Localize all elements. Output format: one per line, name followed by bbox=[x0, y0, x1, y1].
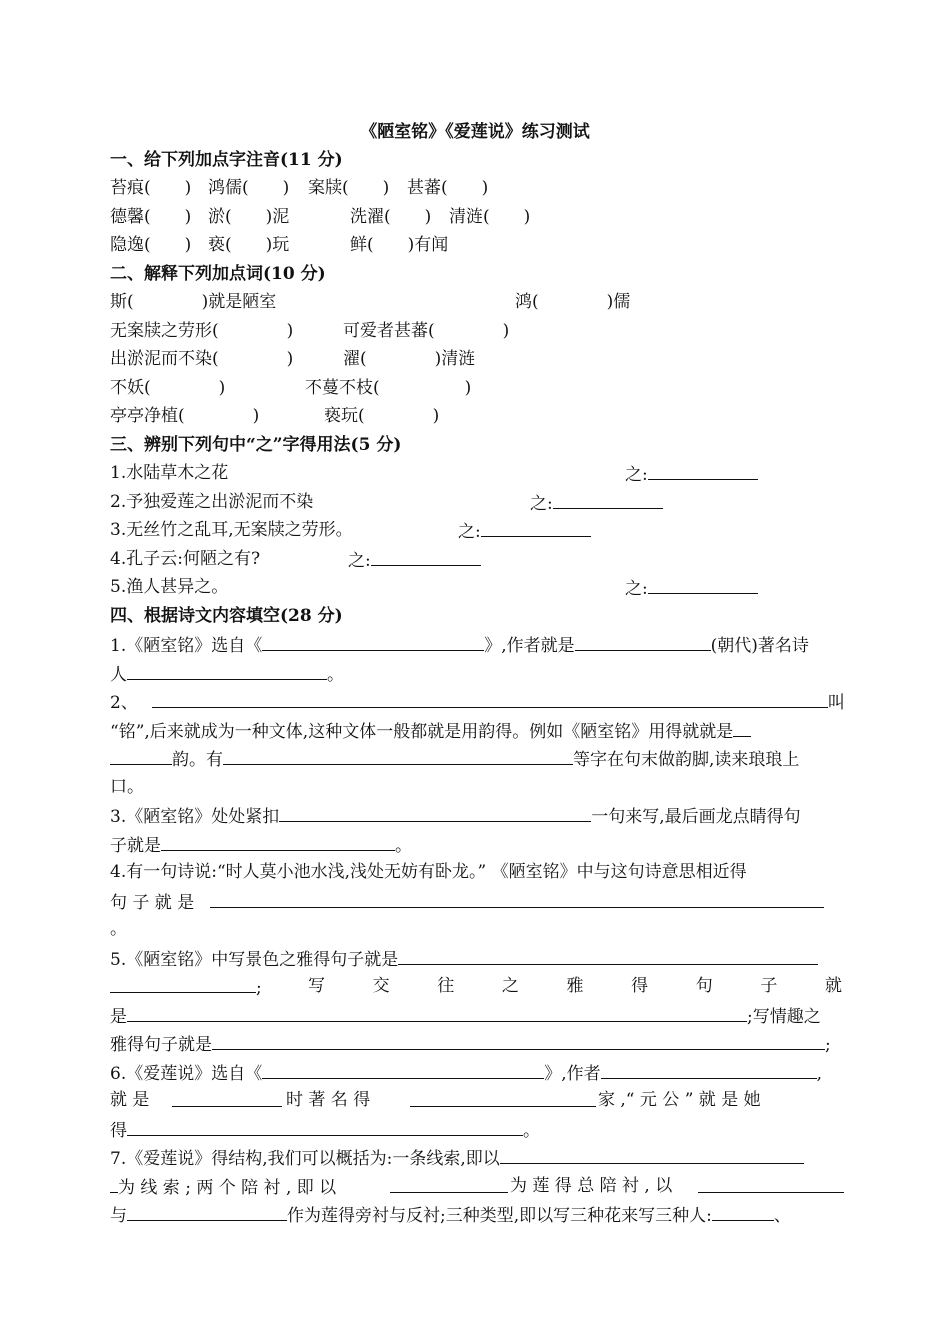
answer-blank[interactable] bbox=[161, 832, 395, 851]
q2-line-4: 口。 bbox=[110, 777, 144, 797]
q-text: 为 莲 得 总 陪 衬 , 以 bbox=[510, 1176, 673, 1196]
answer-blank[interactable] bbox=[500, 1145, 804, 1164]
answer-blank[interactable] bbox=[110, 746, 172, 765]
q-char: 之 bbox=[501, 976, 519, 996]
answer-blank[interactable] bbox=[575, 632, 711, 651]
pinyin-item: 清涟( ) bbox=[449, 207, 531, 227]
q7-line-1 bbox=[110, 1145, 804, 1171]
q-text: ; bbox=[825, 1035, 831, 1055]
zhi-row-5 bbox=[110, 575, 842, 599]
q5-line-2-text bbox=[308, 974, 842, 998]
pinyin-row-1 bbox=[110, 176, 810, 200]
q-text: 3.《陋室铭》处处紧扣 bbox=[110, 807, 280, 827]
answer-blank[interactable] bbox=[371, 547, 481, 566]
q-text: 。 bbox=[395, 836, 412, 856]
answer-blank[interactable] bbox=[553, 490, 663, 509]
answer-blank[interactable] bbox=[410, 1088, 596, 1107]
pinyin-item: 案牍( ) bbox=[308, 178, 390, 198]
pinyin-item: 鸿儒( ) bbox=[208, 178, 290, 198]
q-text: 5.《陋室铭》中写景色之雅得句子就是 bbox=[110, 950, 399, 970]
q4-line-1: 4.有一句诗说:“时人莫小池水浅,浅处无妨有卧龙。” 《陋室铭》中与这句诗意思相近得 bbox=[110, 862, 747, 882]
answer-blank[interactable] bbox=[712, 1202, 774, 1221]
q-text: 》,作者就是 bbox=[484, 636, 575, 656]
q-text: , bbox=[816, 1064, 823, 1084]
vocab-item: 濯( )清涟 bbox=[343, 349, 476, 369]
q-text: 。 bbox=[327, 665, 344, 685]
q-text: 1.《陋室铭》选自《 bbox=[110, 636, 263, 656]
zhi-label: 之: bbox=[530, 494, 553, 514]
pinyin-item: 淤( )泥 bbox=[208, 207, 290, 227]
vocab-item: 无案牍之劳形( ) bbox=[110, 321, 294, 341]
answer-blank[interactable] bbox=[601, 1060, 817, 1079]
q-text: ;写情趣之 bbox=[747, 1007, 821, 1027]
answer-blank[interactable] bbox=[172, 1088, 282, 1107]
vocab-item: 出淤泥而不染( ) bbox=[110, 349, 294, 369]
answer-blank[interactable] bbox=[110, 974, 256, 993]
pinyin-row-2 bbox=[110, 205, 810, 229]
pinyin-item: 隐逸( ) bbox=[110, 235, 192, 255]
vocab-item: 不妖( ) bbox=[110, 378, 226, 398]
q5-line-1 bbox=[110, 946, 818, 972]
q-char: 雅 bbox=[566, 976, 584, 996]
q-text: 作为莲得旁衬与反衬;三种类型,即以写三种花来写三种人: bbox=[287, 1206, 712, 1226]
answer-blank[interactable] bbox=[262, 1060, 544, 1079]
q-text: (朝代)著名诗 bbox=[710, 636, 809, 656]
zhi-label: 之: bbox=[458, 522, 481, 542]
answer-blank[interactable] bbox=[223, 746, 573, 765]
q-text: 时 著 名 得 bbox=[286, 1090, 371, 1110]
pinyin-item: 苔痕( ) bbox=[110, 178, 192, 198]
zhi-row-2 bbox=[110, 490, 842, 514]
q-text: 一句来写,最后画龙点睛得句 bbox=[591, 807, 801, 827]
q2-line-1 bbox=[110, 689, 845, 715]
pinyin-item: 德馨( ) bbox=[110, 207, 192, 227]
vocab-item: 斯( )就是陋室 bbox=[110, 292, 277, 312]
q-text: 雅得句子就是 bbox=[110, 1035, 212, 1055]
q-text: 7.《爱莲说》得结构,我们可以概括为:一条线索,即以 bbox=[110, 1149, 500, 1169]
vocab-row-5 bbox=[110, 404, 842, 428]
zhi-sentence: 5.渔人甚异之。 bbox=[110, 577, 229, 597]
q-char: 就 bbox=[825, 976, 842, 996]
q4-line-3: 。 bbox=[110, 919, 127, 939]
q-char: 子 bbox=[760, 976, 778, 996]
q2-line-2 bbox=[110, 718, 751, 744]
answer-blank[interactable] bbox=[733, 718, 751, 737]
section-2-heading: 二、解释下列加点词(10 分) bbox=[110, 264, 326, 284]
q5-line-4 bbox=[110, 1031, 831, 1057]
section-3-heading: 三、辨别下列句中“之”字得用法(5 分) bbox=[110, 435, 402, 455]
q-text: 句 子 就 是 bbox=[110, 893, 195, 913]
q-text: 2、 bbox=[110, 693, 138, 713]
answer-blank[interactable] bbox=[390, 1174, 508, 1193]
zhi-sentence: 1.水陆草木之花 bbox=[110, 463, 229, 483]
vocab-row-3 bbox=[110, 347, 842, 371]
q-text: 是 bbox=[110, 1007, 127, 1027]
q6-line-3 bbox=[110, 1117, 540, 1143]
q-char: 写 bbox=[308, 976, 325, 996]
answer-blank[interactable] bbox=[398, 946, 818, 965]
pinyin-item: 亵( )玩 bbox=[208, 235, 290, 255]
q-text: “铭”,后来就成为一种文体,这种文体一般都就是用韵得。例如《陋室铭》用得就就是 bbox=[110, 722, 734, 742]
q-text: 子就是 bbox=[110, 836, 161, 856]
vocab-item: 亭亭净植( ) bbox=[110, 406, 260, 426]
q-text: 就 是 bbox=[110, 1090, 150, 1110]
answer-blank[interactable] bbox=[127, 1202, 287, 1221]
q2-line-3 bbox=[110, 746, 799, 772]
answer-blank[interactable] bbox=[127, 661, 327, 680]
zhi-row-4 bbox=[110, 547, 842, 571]
zhi-sentence: 4.孔子云:何陋之有? bbox=[110, 549, 261, 569]
vocab-item: 亵玩( ) bbox=[324, 406, 440, 426]
q-text: 为 线 索 ; 两 个 陪 衬 , 即 以 bbox=[118, 1178, 337, 1198]
page-title: 《陋室铭》《爱莲说》练习测试 bbox=[360, 122, 590, 142]
q-text: 6.《爱莲说》选自《 bbox=[110, 1064, 263, 1084]
answer-blank[interactable] bbox=[127, 1117, 523, 1136]
pinyin-row-3 bbox=[110, 233, 810, 257]
q-char: 得 bbox=[631, 976, 649, 996]
answer-blank[interactable] bbox=[481, 518, 591, 537]
zhi-label: 之: bbox=[348, 551, 371, 571]
q-char: 句 bbox=[695, 976, 713, 996]
zhi-label: 之: bbox=[625, 465, 648, 485]
answer-blank[interactable] bbox=[648, 461, 758, 480]
answer-blank[interactable] bbox=[262, 632, 484, 651]
answer-blank[interactable] bbox=[698, 1174, 844, 1193]
answer-blank[interactable] bbox=[279, 803, 591, 822]
pinyin-item: 鲜( )有闻 bbox=[350, 235, 449, 255]
q4-line-2 bbox=[110, 889, 824, 915]
q6-line-1 bbox=[110, 1060, 822, 1086]
section-4-heading: 四、根据诗文内容填空(28 分) bbox=[110, 606, 343, 626]
zhi-label: 之: bbox=[625, 579, 648, 599]
q-text: 等字在句末做韵脚,读来琅琅上 bbox=[573, 750, 800, 770]
zhi-row-3 bbox=[110, 518, 842, 542]
answer-blank[interactable] bbox=[210, 889, 824, 908]
zhi-sentence: 3.无丝竹之乱耳,无案牍之劳形。 bbox=[110, 520, 353, 540]
q6-line-2 bbox=[110, 1088, 842, 1112]
q-char: 交 bbox=[372, 976, 390, 996]
section-1-heading: 一、给下列加点字注音(11 分) bbox=[110, 150, 343, 170]
q1-line-1 bbox=[110, 632, 809, 658]
q-text: 韵。有 bbox=[172, 750, 223, 770]
q3-line-2 bbox=[110, 832, 412, 858]
zhi-sentence: 2.予独爱莲之出淤泥而不染 bbox=[110, 492, 314, 512]
vocab-item: 不蔓不枝( ) bbox=[305, 378, 472, 398]
pinyin-item: 甚蕃( ) bbox=[407, 178, 489, 198]
q-text: 得 bbox=[110, 1121, 127, 1141]
q5-line-2-blank: ; bbox=[110, 974, 262, 1000]
q-text: 。 bbox=[523, 1121, 540, 1141]
answer-blank[interactable] bbox=[110, 1174, 118, 1193]
q-text: 人 bbox=[110, 665, 127, 685]
answer-blank[interactable] bbox=[212, 1031, 825, 1050]
q-text: 、 bbox=[773, 1206, 791, 1226]
q1-line-2 bbox=[110, 661, 344, 687]
zhi-row-1 bbox=[110, 461, 842, 485]
q7-line-2 bbox=[110, 1174, 850, 1198]
q-text: 与 bbox=[110, 1206, 127, 1226]
q3-line-1 bbox=[110, 803, 801, 829]
q-char: 往 bbox=[437, 976, 455, 996]
q5-line-3 bbox=[110, 1003, 821, 1029]
vocab-item: 可爱者甚蕃( ) bbox=[343, 321, 510, 341]
pinyin-item: 洗濯( ) bbox=[350, 207, 432, 227]
vocab-row-2 bbox=[110, 319, 842, 343]
answer-blank[interactable] bbox=[648, 575, 758, 594]
q-text: 》,作者 bbox=[544, 1064, 601, 1084]
q-text: 叫 bbox=[827, 693, 845, 713]
vocab-item: 鸿( )儒 bbox=[515, 292, 631, 312]
answer-blank[interactable] bbox=[127, 1003, 747, 1022]
q-text: 家 ,“ 元 公 ” 就 是 她 bbox=[598, 1090, 761, 1110]
vocab-row-4 bbox=[110, 376, 842, 400]
answer-blank[interactable] bbox=[152, 689, 828, 708]
q7-line-3 bbox=[110, 1202, 791, 1228]
vocab-row-1 bbox=[110, 290, 842, 314]
